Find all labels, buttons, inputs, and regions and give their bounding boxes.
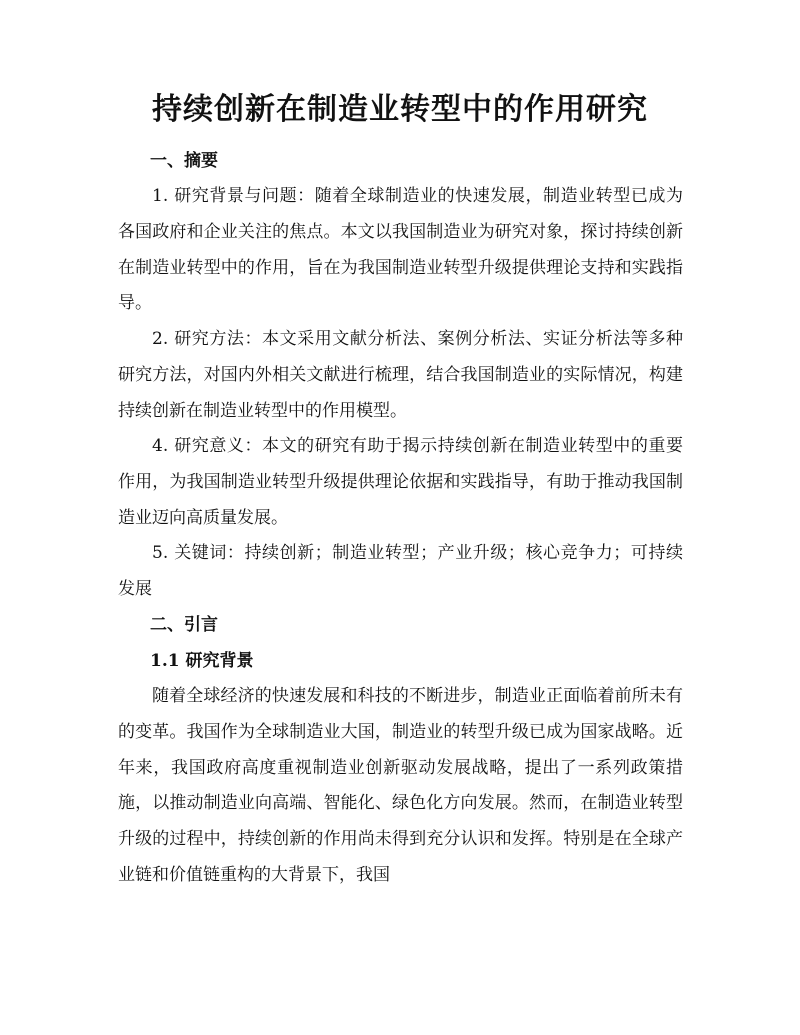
subsection-heading-background: 1.1 研究背景 bbox=[150, 651, 254, 671]
abstract-paragraph-keywords: 5. 关键词：持续创新；制造业转型；产业升级；核心竞争力；可持续发展 bbox=[118, 543, 683, 599]
abstract-paragraph-method: 2. 研究方法：本文采用文献分析法、案例分析法、实证分析法等多种研究方法，对国内外相关文献进行梳理，结合我国制造业的实际情况，构建持续创新在制造业转型中的作用模型。 bbox=[118, 329, 683, 421]
section-heading-abstract: 一、摘要 bbox=[150, 151, 218, 171]
abstract-paragraph-background: 1. 研究背景与问题：随着全球制造业的快速发展，制造业转型已成为各国政府和企业关注的焦点。本文以我国制造业为研究对象，探讨持续创新在制造业转型中的作用，旨在为我国制造业转型升级提供理论支持和实践指导。 bbox=[118, 186, 683, 314]
document-title: 持续创新在制造业转型中的作用研究 bbox=[152, 92, 648, 127]
section-heading-introduction: 二、引言 bbox=[150, 615, 218, 635]
introduction-paragraph: 随着全球经济的快速发展和科技的不断进步，制造业正面临着前所未有的变革。我国作为全球制造业大国，制造业的转型升级已成为国家战略。近年来，我国政府高度重视制造业创新驱动发展战略，提出了一系列政策措施，以推动制造业向高端、智能化、绿色化方向发展。然而，在制造业转型升级的过程中，持续创新的作用尚未得到充分认识和发挥。特别是在全球产业链和价值链重构的大背景下，我国 bbox=[118, 686, 683, 885]
abstract-paragraph-significance: 4. 研究意义：本文的研究有助于揭示持续创新在制造业转型中的重要作用，为我国制造业转型升级提供理论依据和实践指导，有助于推动我国制造业迈向高质量发展。 bbox=[118, 436, 683, 528]
